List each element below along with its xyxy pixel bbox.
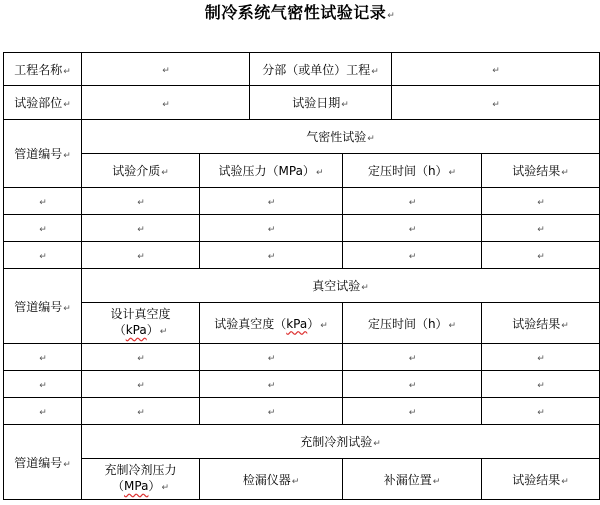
data-cell[interactable]: ↵ (343, 188, 482, 215)
data-cell[interactable]: ↵ (4, 398, 82, 425)
airtight-col-pressure: 试验压力（MPa）↵ (200, 154, 343, 188)
vacuum-col-design: 设计真空度 （kPa）↵ (82, 303, 200, 344)
refrigerant-col-result: 试验结果↵ (482, 459, 600, 500)
vacuum-section-row (4, 269, 600, 303)
airtight-data-row (4, 215, 600, 242)
data-cell[interactable]: ↵ (82, 398, 200, 425)
data-cell[interactable]: ↵ (200, 188, 343, 215)
vacuum-columns-row (4, 303, 600, 344)
vacuum-col-time: 定压时间（h）↵ (343, 303, 482, 344)
refrigerant-col-pressure: 充制冷剂压力 （MPa）↵ (82, 459, 200, 500)
project-name-value[interactable]: ↵ (82, 53, 250, 86)
airtight-data-row (4, 188, 600, 215)
airtight-pipe-no-label: 管道编号↵ (4, 120, 82, 188)
data-cell[interactable]: ↵ (82, 371, 200, 398)
location-row (4, 86, 600, 120)
test-date-value[interactable]: ↵ (392, 86, 600, 120)
airtight-section-title: 气密性试验↵ (82, 120, 600, 154)
data-cell[interactable]: ↵ (482, 371, 600, 398)
data-cell[interactable]: ↵ (4, 242, 82, 269)
data-cell[interactable]: ↵ (200, 371, 343, 398)
project-row (4, 53, 600, 86)
record-table (3, 52, 600, 500)
refrigerant-pipe-no-label: 管道编号↵ (4, 425, 82, 500)
data-cell[interactable]: ↵ (4, 371, 82, 398)
airtight-col-time: 定压时间（h）↵ (343, 154, 482, 188)
data-cell[interactable]: ↵ (343, 344, 482, 371)
project-name-label: 工程名称↵ (4, 53, 82, 86)
refrigerant-col-position: 补漏位置↵ (343, 459, 482, 500)
data-cell[interactable]: ↵ (82, 242, 200, 269)
page-title: 制冷系统气密性试验记录↵ (204, 3, 396, 22)
test-date-label: 试验日期↵ (250, 86, 392, 120)
vacuum-data-row (4, 371, 600, 398)
test-location-label: 试验部位↵ (4, 86, 82, 120)
vacuum-data-row (4, 344, 600, 371)
data-cell[interactable]: ↵ (482, 344, 600, 371)
data-cell[interactable]: ↵ (200, 398, 343, 425)
data-cell[interactable]: ↵ (482, 398, 600, 425)
data-cell[interactable]: ↵ (343, 215, 482, 242)
data-cell[interactable]: ↵ (482, 188, 600, 215)
airtight-columns-row (4, 154, 600, 188)
airtight-data-row (4, 242, 600, 269)
data-cell[interactable]: ↵ (82, 188, 200, 215)
data-cell[interactable]: ↵ (200, 242, 343, 269)
data-cell[interactable]: ↵ (4, 215, 82, 242)
vacuum-col-test: 试验真空度（kPa）↵ (200, 303, 343, 344)
data-cell[interactable]: ↵ (482, 242, 600, 269)
division-value[interactable]: ↵ (392, 53, 600, 86)
test-location-value[interactable]: ↵ (82, 86, 250, 120)
airtight-col-result: 试验结果↵ (482, 154, 600, 188)
refrigerant-columns-row (4, 459, 600, 500)
division-label: 分部（或单位）工程↵ (250, 53, 392, 86)
data-cell[interactable]: ↵ (4, 344, 82, 371)
refrigerant-section-title: 充制冷剂试验↵ (82, 425, 600, 459)
data-cell[interactable]: ↵ (343, 398, 482, 425)
data-cell[interactable]: ↵ (82, 215, 200, 242)
data-cell[interactable]: ↵ (4, 188, 82, 215)
data-cell[interactable]: ↵ (200, 215, 343, 242)
refrigerant-section-row (4, 425, 600, 459)
airtight-section-row (4, 120, 600, 154)
data-cell[interactable]: ↵ (343, 242, 482, 269)
vacuum-data-row (4, 398, 600, 425)
refrigerant-col-instrument: 检漏仪器↵ (200, 459, 343, 500)
data-cell[interactable]: ↵ (343, 371, 482, 398)
airtight-col-medium: 试验介质↵ (82, 154, 200, 188)
vacuum-section-title: 真空试验↵ (82, 269, 600, 303)
vacuum-pipe-no-label: 管道编号↵ (4, 269, 82, 344)
data-cell[interactable]: ↵ (482, 215, 600, 242)
data-cell[interactable]: ↵ (82, 344, 200, 371)
data-cell[interactable]: ↵ (200, 344, 343, 371)
vacuum-col-result: 试验结果↵ (482, 303, 600, 344)
